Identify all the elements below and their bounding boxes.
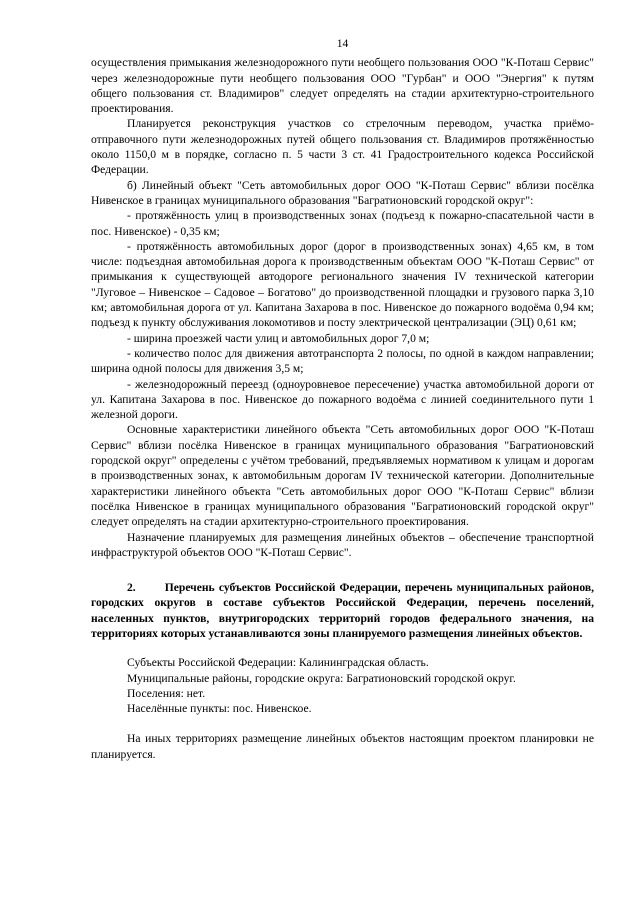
closing-paragraph: На иных территориях размещение линейных объектов настоящим проектом планировки не планируется.: [91, 732, 594, 761]
paragraph-road-network: б) Линейный объект "Сеть автомобильных дорог ООО "К-Поташ Сервис" вблизи посёлка Нивенское в границах муниципального образования "Багратионовский городской округ":: [91, 178, 594, 207]
section-heading: 2. Перечень субъектов Российской Федерации, перечень муниципальных районов, городских округов в составе субъектов Российской Федерации, перечень поселений, населенных пунктов, внутригородских территорий городов федерального значения, на территориях которых устанавливаются зоны планируемого размещения линейных объектов.: [91, 581, 594, 640]
list-item-railway-crossing: - железнодорожный переезд (одноуровневое пересечение) участка автомобильной дороги от ул. Капитана Захарова в пос. Нивенское до пожарного водоёма с линией соединительного пути 1 железной дороги.: [91, 377, 594, 422]
list-item-road-length: - протяжённость автомобильных дорог (дорог в производственных зонах) 4,65 км, в том числе: подъездная автомобильная дорога к производственным объектам ООО "К-Поташ Сервис" от примыкания к существующей автодороге регионального значения IV технической категории "Луговое – Нивенское – Садовое – Богатово" до производственной площадки и грузового парка 3,10 км; автомобильная дорога от ул. Капитана Захарова в пос. Нивенское до пожарного водоёма 0,94 км; подъезд к пункту обслуживания локомотивов и посту электрической централизации (ЭЦ) 0,61 км;: [91, 239, 594, 330]
paragraph-purpose: Назначение планируемых для размещения линейных объектов – обеспечение транспортной инфраструктурой объектов ООО "К-Поташ Сервис".: [91, 530, 594, 559]
subjects-list: [91, 655, 594, 716]
subject-line: Муниципальные районы, городские округа: Багратионовский городской округ.: [127, 671, 516, 685]
subject-line: Населённые пункты: пос. Нивенское.: [127, 702, 312, 716]
paragraph-continuation: осуществления примыкания железнодорожного пути необщего пользования ООО "К-Поташ Сервис" через железнодорожные пути необщего пользования ООО "Гурбан" и ООО "Энергия" к путям общего пользования ст. Владимиров" следует определять на стадии архитектурно-строительного проектирования.: [91, 56, 594, 116]
page-number: 14: [336, 37, 349, 50]
paragraph-main-characteristics: Основные характеристики линейного объекта "Сеть автомобильных дорог ООО "К-Поташ Сервис" вблизи посёлка Нивенское в границах муниципального образования "Багратионовский городской округ" определены с учётом требований, предъявляемых нормативом к улицам и дорогам в производственных зонах, к автомобильным дорогам IV технической категории. Дополнительные характеристики линейного объекта "Сеть автомобильных дорог ООО "К-Поташ Сервис" вблизи посёлка Нивенское в границах муниципального образования "Багратионовский городской округ" следует определять на стадии архитектурно-строительного проектирования.: [91, 423, 594, 529]
subject-line: Субъекты Российской Федерации: Калининградская область.: [127, 656, 429, 670]
subject-line: Поселения: нет.: [127, 686, 206, 700]
list-item-street-length: - протяжённость улиц в производственных зонах (подъезд к пожарно-спасательной части в пос. Нивенское) - 0,35 км;: [91, 209, 594, 238]
list-item-lanes: - количество полос для движения автотранспорта 2 полосы, по одной в каждом направлении; ширина одной полосы для движения 3,5 м;: [91, 346, 594, 376]
list-item-carriageway-width: - ширина проезжей части улиц и автомобильных дорог 7,0 м;: [127, 331, 430, 345]
paragraph-reconstruction: Планируется реконструкция участков со стрелочным переводом, участка приёмо-отправочного пути железнодорожных путей общего пользования ст. Владимиров протяжённостью около 1150,0 м в порядке, согласно п. 5 части 3 ст. 41 Градостроительного кодекса Российской Федерации.: [91, 117, 594, 177]
